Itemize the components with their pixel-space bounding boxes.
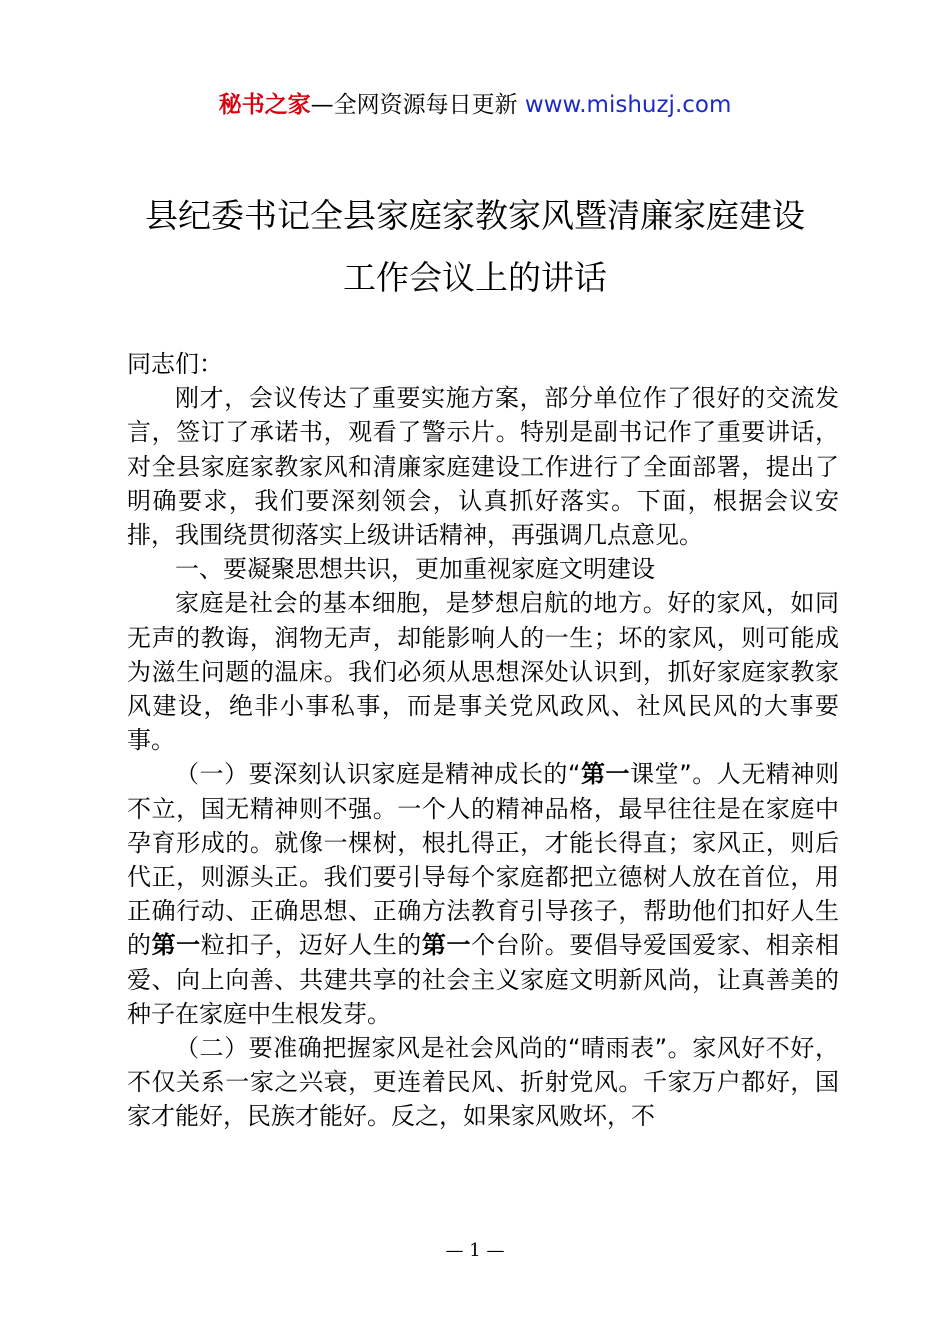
page-number: — 1 — — [445, 1240, 505, 1261]
bold-text: 第一 — [580, 760, 631, 789]
document-body — [127, 347, 839, 1134]
text-run: 粒扣子，迈好人生的 — [200, 931, 422, 960]
header-slogan: —全网资源每日更新 — [310, 92, 525, 118]
paragraph-barometer: （二）要准确把握家风是社会风尚的“晴雨表”。家风好不好，不仅关系一家之兴衰，更连着民风、折射党风。千家万户都好，国家才能好，民族才能好。反之，如果家风败坏，不 — [127, 1034, 839, 1131]
salutation: 同志们： — [127, 350, 223, 378]
paragraph-family-cell: 家庭是社会的基本细胞，是梦想启航的地方。好的家风，如同无声的教诲，润物无声，却能影响人的一生；坏的家风，则可能成为滋生问题的温床。我们必须从思想深处认识到，抓好家庭家教家风建设，绝非小事私事，而是事关党风政风、社风民风的大事要事。 — [127, 589, 839, 755]
title-line-2: 工作会议上的讲话 — [343, 258, 607, 297]
text-run: 课堂”。人无精神则不立，国无精神则不强。一个人的精神品格，最早往往是在家庭中孕育形成的。就像一棵树，根扎得正，才能长得直；家风正，则后代正，则源头正。我们要引导每个家庭都把立德树人放在首位，用正确行动、正确思想、正确方法教育引导孩子，帮助他们扣好人生的 — [127, 760, 840, 960]
brand-name: 秘书之家 — [218, 92, 311, 118]
bold-text: 第一 — [151, 931, 201, 960]
text-run: （一）要深刻认识家庭是精神成长的“ — [175, 760, 581, 789]
paragraph-intro: 刚才，会议传达了重要实施方案，部分单位作了很好的交流发言，签订了承诺书，观看了警示片。特别是副书记作了重要讲话，对全县家庭家教家风和清廉家庭建设工作进行了全面部署，提出了明确要求，我们要深刻领会，认真抓好落实。下面，根据会议安排，我围绕贯彻落实上级讲话精神，再强调几点意见。 — [127, 384, 839, 550]
section-heading-1: 一、要凝聚思想共识，更加重视家庭文明建设 — [175, 555, 655, 584]
title-line-1: 县纪委书记全县家庭家教家风暨清廉家庭建设 — [145, 196, 805, 235]
site-header — [0, 88, 950, 122]
bold-text: 第一 — [421, 931, 472, 960]
document-title — [100, 185, 850, 309]
site-url-link[interactable]: www.mishuzj.com — [524, 92, 732, 118]
text-run: 个台阶。要倡导爱国爱家、相亲相爱、向上向善、共建共享的社会主义家庭文明新风尚，让真善美的种子在家庭中生根发芽。 — [127, 931, 840, 1028]
paragraph-first-classroom — [127, 757, 839, 1031]
